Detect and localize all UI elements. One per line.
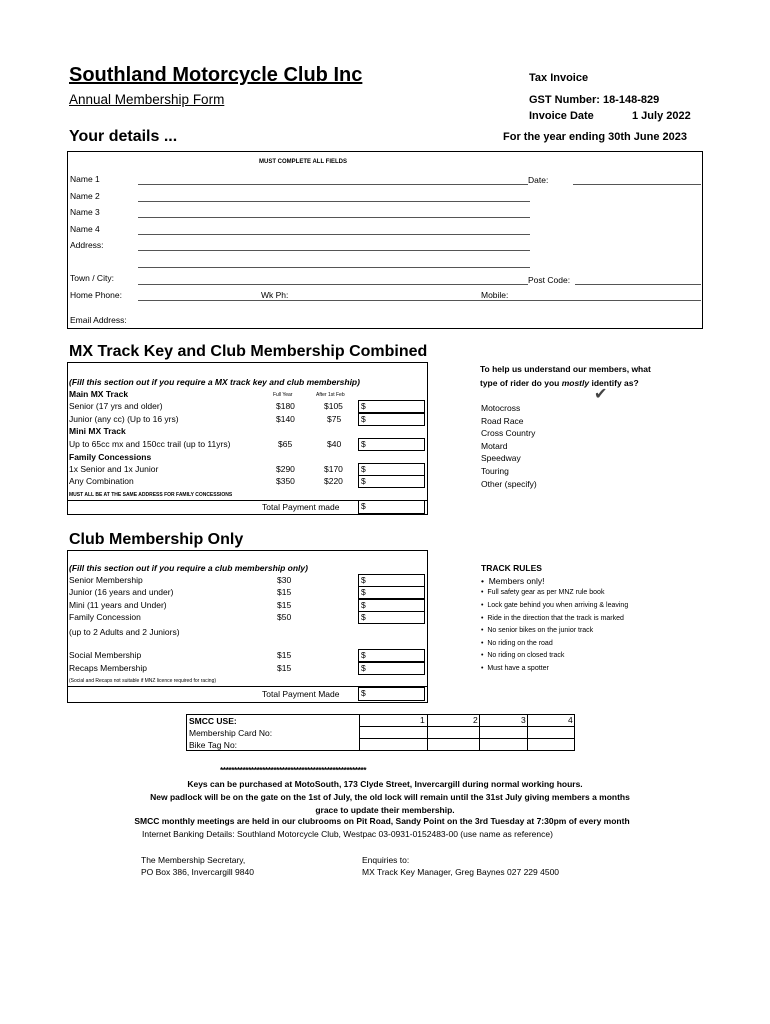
club-instruction: (Fill this section out if you require a club membership only) [69, 563, 308, 573]
email-label: Email Address: [70, 315, 127, 325]
mx-row-after: $220 [324, 476, 343, 486]
rider-q-part: identify as? [589, 378, 639, 388]
track-rule: • No riding on closed track [481, 652, 565, 659]
club-row-label: Senior Membership [69, 575, 143, 585]
club-social-amount[interactable]: $ [358, 649, 425, 662]
address-field-1[interactable] [138, 250, 530, 251]
club-heading: Club Membership Only [69, 531, 244, 548]
details-box [67, 151, 703, 329]
mx-row-label: Any Combination [69, 476, 134, 486]
track-rule: • No senior bikes on the junior track [481, 627, 594, 634]
stars-divider: **************************************************** [220, 765, 367, 775]
your-details-heading: Your details ... [69, 128, 178, 145]
bike-tag-label: Bike Tag No: [189, 740, 238, 750]
post-code-label: Post Code: [528, 275, 571, 285]
mx-row-label: Up to 65cc mx and 150cc trail (up to 11yrs) [69, 439, 231, 449]
meetings-notice: SMCC monthly meetings are held in our clubrooms on Pit Road, Sandy Point on the 3rd Tuesday at 7:30pm of every month [134, 816, 630, 826]
smcc-use-label: SMCC USE: [189, 716, 237, 726]
club-junior-amount[interactable]: $ [358, 586, 425, 599]
club-social-note: (Social and Recaps not suitable if MNZ licence required for racing) [69, 678, 217, 684]
mx-row-label: 1x Senior and 1x Junior [69, 464, 159, 474]
club-row-label: Recaps Membership [69, 663, 147, 673]
form-title: Southland Motorcycle Club Inc [69, 64, 363, 86]
club-row-price: $50 [277, 612, 292, 622]
club-total-label: Total Payment Made [262, 689, 340, 699]
town-field[interactable] [138, 284, 528, 285]
mx-row-label: Junior (any cc) (Up to 16 yrs) [69, 414, 179, 424]
rider-question-line1: To help us understand our members, what [480, 364, 651, 374]
padlock-notice-1: New padlock will be on the gate on the 1st of July, the old lock will remain until the 31st July giving members a months [150, 792, 630, 802]
rule-text: Full safety gear as per MNZ rule book [487, 589, 605, 596]
rider-type-option[interactable]: Touring [481, 466, 509, 476]
main-mx-label: Main MX Track [69, 389, 129, 399]
mx-instruction: (Fill this section out if you require a MX track key and club membership) [69, 377, 360, 387]
col-full-year: Full Year [273, 392, 293, 398]
membership-card-label: Membership Card No: [189, 728, 273, 738]
table-col-number: 4 [568, 715, 573, 725]
padlock-notice-2: grace to update their membership. [315, 805, 455, 815]
rider-type-option[interactable]: Other (specify) [481, 479, 537, 489]
mx-combination-amount[interactable]: $ [358, 475, 425, 488]
mx-row-full: $180 [276, 401, 295, 411]
table-col-divider [479, 714, 480, 751]
date-field[interactable] [573, 184, 701, 185]
enquiries-line1: Enquiries to: [362, 855, 410, 865]
mx-heading: MX Track Key and Club Membership Combined [69, 343, 428, 360]
rider-type-option[interactable]: Road Race [481, 416, 524, 426]
rule-text: Members only! [488, 576, 545, 586]
mx-row-full: $290 [276, 464, 295, 474]
rule-text: No senior bikes on the junior track [487, 627, 594, 634]
mx-family-note: MUST ALL BE AT THE SAME ADDRESS FOR FAMILY CONCESSIONS [69, 492, 233, 498]
wk-ph-label: Wk Ph: [261, 290, 289, 300]
name3-field[interactable] [138, 217, 530, 218]
mx-total-label: Total Payment made [262, 502, 340, 512]
address-label: Address: [70, 240, 104, 250]
track-rule: • Members only! [481, 576, 545, 586]
mobile-label: Mobile: [481, 290, 509, 300]
club-row-label: Social Membership [69, 650, 142, 660]
club-row-label: Mini (11 years and Under) [69, 600, 167, 610]
secretary-line2: PO Box 386, Invercargill 9840 [141, 867, 254, 877]
name3-label: Name 3 [70, 207, 100, 217]
club-row-label: Junior (16 years and under) [69, 587, 174, 597]
name4-field[interactable] [138, 234, 530, 235]
club-row-price: $15 [277, 600, 292, 610]
mx-family-amount[interactable]: $ [358, 463, 425, 476]
mx-row-after: $40 [327, 439, 342, 449]
club-row-label: Family Concession [69, 612, 141, 622]
club-family-note: (up to 2 Adults and 2 Juniors) [69, 627, 180, 637]
table-row-divider [359, 738, 575, 739]
table-col-divider [527, 714, 528, 751]
club-row-price: $15 [277, 650, 292, 660]
table-col-number: 2 [473, 715, 478, 725]
club-mini-amount[interactable]: $ [358, 599, 425, 612]
rule-text: No riding on closed track [487, 652, 565, 659]
must-complete-note: MUST COMPLETE ALL FIELDS [259, 159, 347, 165]
invoice-date: 1 July 2022 [632, 110, 691, 122]
year-ending: For the year ending 30th June 2023 [503, 131, 688, 143]
tax-invoice-label: Tax Invoice [529, 72, 589, 84]
track-rules-heading: TRACK RULES [481, 563, 542, 573]
table-col-number: 1 [420, 715, 425, 725]
track-rule: • No riding on the road [481, 640, 553, 647]
address-field-2[interactable] [138, 267, 530, 268]
table-col-divider [427, 714, 428, 751]
rule-text: Lock gate behind you when arriving & leaving [487, 602, 629, 609]
rider-q-emphasis: mostly [561, 378, 590, 388]
mx-junior-amount[interactable]: $ [358, 413, 425, 426]
club-row-price: $15 [277, 587, 292, 597]
track-rule: • Full safety gear as per MNZ rule book [481, 589, 605, 596]
club-family-amount[interactable]: $ [358, 611, 425, 624]
name1-label: Name 1 [70, 174, 100, 184]
name2-field[interactable] [138, 201, 530, 202]
club-total-amount[interactable]: $ [358, 687, 425, 701]
post-code-field[interactable] [575, 284, 701, 285]
table-col-number: 3 [521, 715, 526, 725]
rider-type-option[interactable]: Motard [481, 441, 508, 451]
family-concessions-label: Family Concessions [69, 452, 152, 462]
rule-text: No riding on the road [487, 640, 553, 647]
phone-field[interactable] [138, 300, 701, 301]
mx-row-after: $170 [324, 464, 343, 474]
mx-row-full: $65 [278, 439, 293, 449]
track-rule: • Must have a spotter [481, 665, 549, 672]
invoice-date-label: Invoice Date [529, 110, 594, 122]
mx-row-after: $105 [324, 401, 343, 411]
date-label: Date: [528, 175, 549, 185]
home-phone-label: Home Phone: [70, 290, 122, 300]
enquiries-line2: MX Track Key Manager, Greg Baynes 027 229 4500 [362, 867, 560, 877]
name2-label: Name 2 [70, 191, 100, 201]
table-col-divider [359, 714, 360, 751]
club-row-price: $15 [277, 663, 292, 673]
name1-field[interactable] [138, 184, 528, 185]
keys-notice: Keys can be purchased at MotoSouth, 173 Clyde Street, Invercargill during normal working hours. [187, 779, 583, 789]
table-row-divider [359, 726, 575, 727]
rider-type-option[interactable]: Motocross [481, 403, 521, 413]
track-rule: • Lock gate behind you when arriving & leaving [481, 602, 629, 609]
rider-type-option[interactable]: Cross Country [481, 428, 536, 438]
mx-senior-amount[interactable]: $ [358, 400, 425, 413]
rider-question-line2 [480, 378, 639, 388]
secretary-line1: The Membership Secretary, [141, 855, 246, 865]
rider-q-part: type of rider do you [480, 378, 562, 388]
club-senior-amount[interactable]: $ [358, 574, 425, 587]
name4-label: Name 4 [70, 224, 100, 234]
rider-type-option[interactable]: Speedway [481, 453, 521, 463]
mini-mx-label: Mini MX Track [69, 426, 126, 436]
mx-row-full: $350 [276, 476, 295, 486]
banking-details: Internet Banking Details: Southland Motorcycle Club, Westpac 03-0931-0152483-00 (use name as reference) [142, 829, 553, 839]
col-after-feb: After 1st Feb [316, 392, 345, 398]
mx-row-full: $140 [276, 414, 295, 424]
gst-number: GST Number: 18-148-829 [529, 94, 660, 106]
rule-text: Must have a spotter [487, 665, 549, 672]
mx-total-amount[interactable]: $ [358, 500, 425, 514]
mx-row-label: Senior (17 yrs and older) [69, 401, 163, 411]
town-label: Town / City: [70, 273, 114, 283]
mx-mini-amount[interactable]: $ [358, 438, 425, 451]
club-row-price: $30 [277, 575, 292, 585]
rule-text: Ride in the direction that the track is marked [487, 615, 624, 622]
checkmark-icon: ✔ [594, 386, 608, 403]
track-rule: • Ride in the direction that the track is marked [481, 615, 624, 622]
mx-row-after: $75 [327, 414, 342, 424]
form-subtitle: Annual Membership Form [69, 92, 225, 107]
club-recaps-amount[interactable]: $ [358, 662, 425, 675]
